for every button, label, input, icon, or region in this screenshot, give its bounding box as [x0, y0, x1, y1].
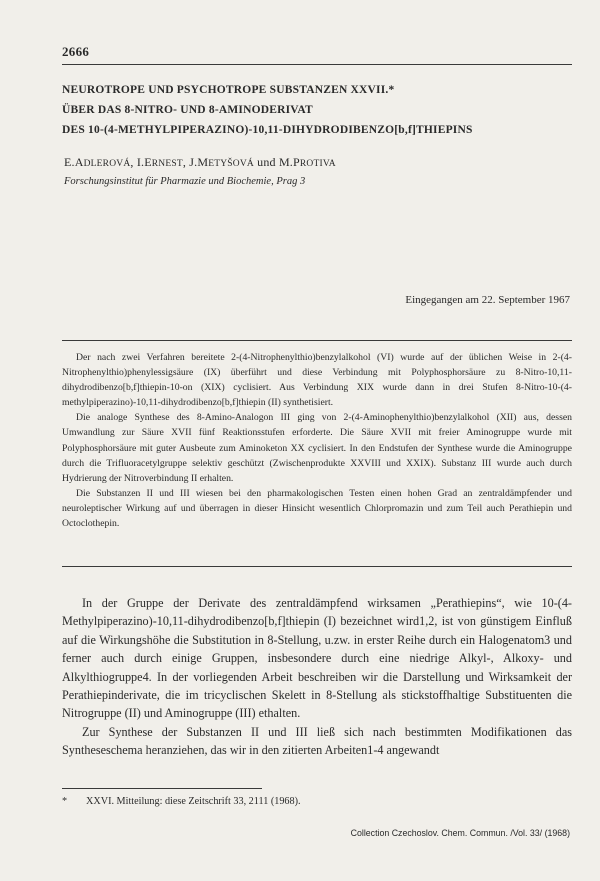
title-line-2: ÜBER DAS 8-NITRO- UND 8-AMINODERIVAT	[62, 104, 313, 116]
author-2-initial: I.E	[136, 155, 152, 169]
journal-citation: Collection Czechoslov. Chem. Commun. /Vol. 33/ (1968)	[350, 828, 570, 838]
body-text	[62, 594, 572, 760]
author-1-initial: E.A	[64, 155, 84, 169]
page-number: 2666	[62, 44, 90, 59]
abstract	[62, 350, 572, 531]
header-rule	[62, 64, 572, 65]
abstract-paragraph: Die analoge Synthese des 8-Amino-Analogon III ging von 2-(4-Aminophenylthio)benzylalkohol (XII) aus, dessen Umwandlung zur Säure XVII fünf Reaktionsstufen erforderte. Die Säure XVII mit freier Aminogruppe wurde mit Polyphosphorsäure mit guter Ausbeute zum Aminoketon XX cyclisiert. In den Endstufen der Synthese wurde die Aminogruppe durch die Trifluoracetylgruppe selektiv geschützt (Zwischenprodukte XXVIII und XXIX). Substanz III wurde auch durch Hydrierung der Nitroverbindung II erhalten.	[62, 412, 572, 484]
author-1-surname: DLEROVÁ	[83, 159, 131, 169]
abstract-paragraph: Die Substanzen II und III wiesen bei den pharmakologischen Testen einen hohen Grad an zentraldämpfender und neuroleptischer Wirkung auf und überragen in dieser Hinsicht wesentlich Chlorpromazin und zum Teil auch Perathiepin und Octoclothepin.	[62, 487, 572, 530]
abstract-top-rule	[62, 340, 572, 341]
author-conjunction: und	[253, 155, 279, 169]
footnote	[62, 796, 301, 807]
abstract-bottom-rule	[62, 566, 572, 567]
abstract-paragraph: Der nach zwei Verfahren bereitete 2-(4-Nitrophenylthio)benzylalkohol (VI) wurde auf der üblichen Weise in 2-(4-Nitrophenylthio)phenylessigsäure (IX) überführt und diese Verbindung mit Polyphosphorsäure zu 8-Nitro-10,11-dihydrodibenzo[b,f]thiepin-10-on (XIX) cyclisiert. Aus Verbindung XIX wurde dann in drei Stufen 8-Nitro-10-(4-methylpiperazino)-10,11-dihydrodibenzo[b,f]thiepin (II) synthetisiert.	[62, 352, 572, 409]
author-3-initial: J.M	[189, 155, 209, 169]
footnote-text: XXVI. Mitteilung: diese Zeitschrift 33, 2111 (1968).	[86, 796, 301, 807]
author-3-surname: ETYŠOVÁ	[208, 159, 254, 169]
body-paragraph: In der Gruppe der Derivate des zentraldämpfend wirksamen „Perathiepins“, wie 10-(4-Methylpiperazino)-10,11-dihydrodibenzo[b,f]thiepin (I) bezeichnet wird1,2, ist von günstigem Einfluß auf die Wirkungshöhe die Substitution in 8-Stellung, u.zw. in erster Reihe durch ein Halogenatom3 und ferner auch durch einige Gruppen, insbesondere durch eine niedrige Alkyl-, Alkoxy- und Alkylthiogruppe4. In der vorliegenden Arbeit beschreiben wir die Darstellung und Wirksamkeit der Perathiepinderivate, die im tricyclischen Skelett in 8-Stellung als stickstoffhaltige Substituenten die Nitrogruppe (II) und Aminogruppe (III) ethalten.	[62, 596, 572, 721]
author-separator: ,	[130, 155, 137, 169]
article-title	[62, 80, 582, 140]
title-line-3: DES 10-(4-METHYLPIPERAZINO)-10,11-DIHYDRODIBENZO[b,f]THIEPINS	[62, 124, 473, 136]
footnote-rule	[62, 788, 262, 789]
received-date: Eingegangen am 22. September 1967	[405, 294, 570, 306]
body-paragraph: Zur Synthese der Substanzen II und III ließ sich nach bestimmten Modifikationen das Syntheseschema heranziehen, das wir in den zitierten Arbeiten1-4 angewandt	[62, 724, 572, 758]
affiliation: Forschungsinstitut für Pharmazie und Biochemie, Prag 3	[64, 176, 306, 187]
author-2-surname: RNEST	[151, 159, 183, 169]
footnote-mark: *	[62, 796, 68, 807]
author-separator: ,	[182, 155, 190, 169]
author-4-initial: M.P	[278, 155, 300, 169]
author-4-surname: ROTIVA	[299, 159, 336, 169]
title-line-1: NEUROTROPE UND PSYCHOTROPE SUBSTANZEN XXVII.*	[62, 84, 395, 96]
author-list	[64, 155, 336, 170]
